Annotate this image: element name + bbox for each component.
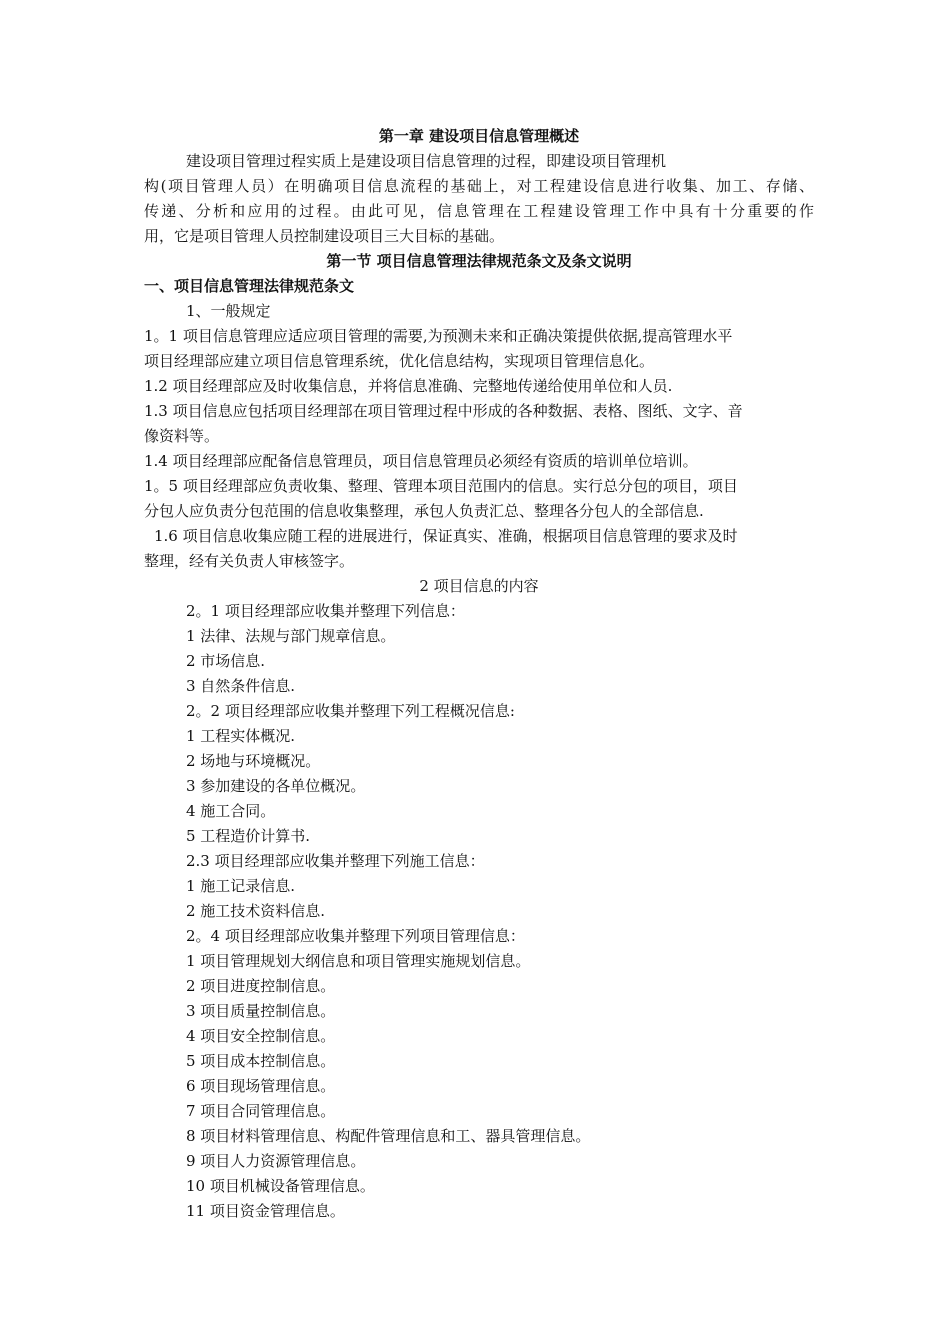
content-item: 2。1 项目经理部应收集并整理下列信息： <box>186 602 465 620</box>
part-title: 一、项目信息管理法律规范条文 <box>144 277 355 295</box>
content-item: 4 施工合同。 <box>186 802 276 820</box>
content-item: 9 项目人力资源管理信息。 <box>186 1152 366 1170</box>
intro-line-2: 构(项目管理人员）在明确项目信息流程的基础上，对工程建设信息进行收集、加工、存储、 <box>144 177 814 195</box>
content-item: 6 项目现场管理信息。 <box>186 1077 336 1095</box>
content-item: 5 项目成本控制信息。 <box>186 1052 336 1070</box>
content-item: 3 项目质量控制信息。 <box>186 1002 336 1020</box>
rule-line: 像资料等。 <box>144 427 220 445</box>
content-item: 2 项目进度控制信息。 <box>186 977 336 995</box>
document-body <box>144 124 814 1224</box>
content-item: 5 工程造价计算书. <box>186 827 311 845</box>
content-item: 2 施工技术资料信息. <box>186 902 326 920</box>
rule-line: 1。1 项目信息管理应适应项目管理的需要,为预测未来和正确决策提供依据,提高管理水平 <box>144 327 733 345</box>
content-item: 1 施工记录信息. <box>186 877 296 895</box>
rule-line: 1。5 项目经理部应负责收集、整理、管理本项目范围内的信息。实行总分包的项目，项目 <box>144 477 738 495</box>
content-item: 3 参加建设的各单位概况。 <box>186 777 366 795</box>
rule-line: 项目经理部应建立项目信息管理系统，优化信息结构，实现项目管理信息化。 <box>144 352 655 370</box>
content-item: 1 法律、法规与部门规章信息。 <box>186 627 396 645</box>
content-item: 2 市场信息. <box>186 652 266 670</box>
content-item: 4 项目安全控制信息。 <box>186 1027 336 1045</box>
rule-line: 1.3 项目信息应包括项目经理部在项目管理过程中形成的各种数据、表格、图纸、文字、音 <box>144 402 743 420</box>
subsection-content: 2 项目信息的内容 <box>419 577 539 595</box>
intro-line-4: 用，它是项目管理人员控制建设项目三大目标的基础。 <box>144 227 505 245</box>
intro-line-1: 建设项目管理过程实质上是建设项目信息管理的过程，即建设项目管理机 <box>186 152 667 170</box>
rule-line: 1.6 项目信息收集应随工程的进展进行，保证真实、准确，根据项目信息管理的要求及时 <box>154 527 738 545</box>
content-item: 1 项目管理规划大纲信息和项目管理实施规划信息。 <box>186 952 531 970</box>
content-item: 1 工程实体概况. <box>186 727 296 745</box>
content-item: 3 自然条件信息. <box>186 677 296 695</box>
chapter-title: 第一章 建设项目信息管理概述 <box>378 127 580 145</box>
content-item: 7 项目合同管理信息。 <box>186 1102 336 1120</box>
content-item: 11 项目资金管理信息。 <box>186 1202 345 1220</box>
content-item: 2.3 项目经理部应收集并整理下列施工信息： <box>186 852 485 870</box>
content-item: 2。4 项目经理部应收集并整理下列项目管理信息： <box>186 927 525 945</box>
rule-line: 整理，经有关负责人审核签字。 <box>144 552 355 570</box>
content-item: 8 项目材料管理信息、构配件管理信息和工、器具管理信息。 <box>186 1127 591 1145</box>
content-item: 2 场地与环境概况。 <box>186 752 321 770</box>
content-item: 2。2 项目经理部应收集并整理下列工程概况信息: <box>186 702 515 720</box>
subsection-general-rules: 1、一般规定 <box>186 302 271 320</box>
section-title: 第一节 项目信息管理法律规范条文及条文说明 <box>326 252 632 270</box>
rule-line: 1.4 项目经理部应配备信息管理员，项目信息管理员必须经有资质的培训单位培训。 <box>144 452 698 470</box>
rule-line: 1.2 项目经理部应及时收集信息，并将信息准确、完整地传递给使用单位和人员. <box>144 377 673 395</box>
rule-line: 分包人应负责分包范围的信息收集整理，承包人负责汇总、整理各分包人的全部信息. <box>144 502 704 520</box>
intro-line-3: 传递、分析和应用的过程。由此可见，信息管理在工程建设管理工作中具有十分重要的作 <box>144 202 814 220</box>
content-item: 10 项目机械设备管理信息。 <box>186 1177 375 1195</box>
